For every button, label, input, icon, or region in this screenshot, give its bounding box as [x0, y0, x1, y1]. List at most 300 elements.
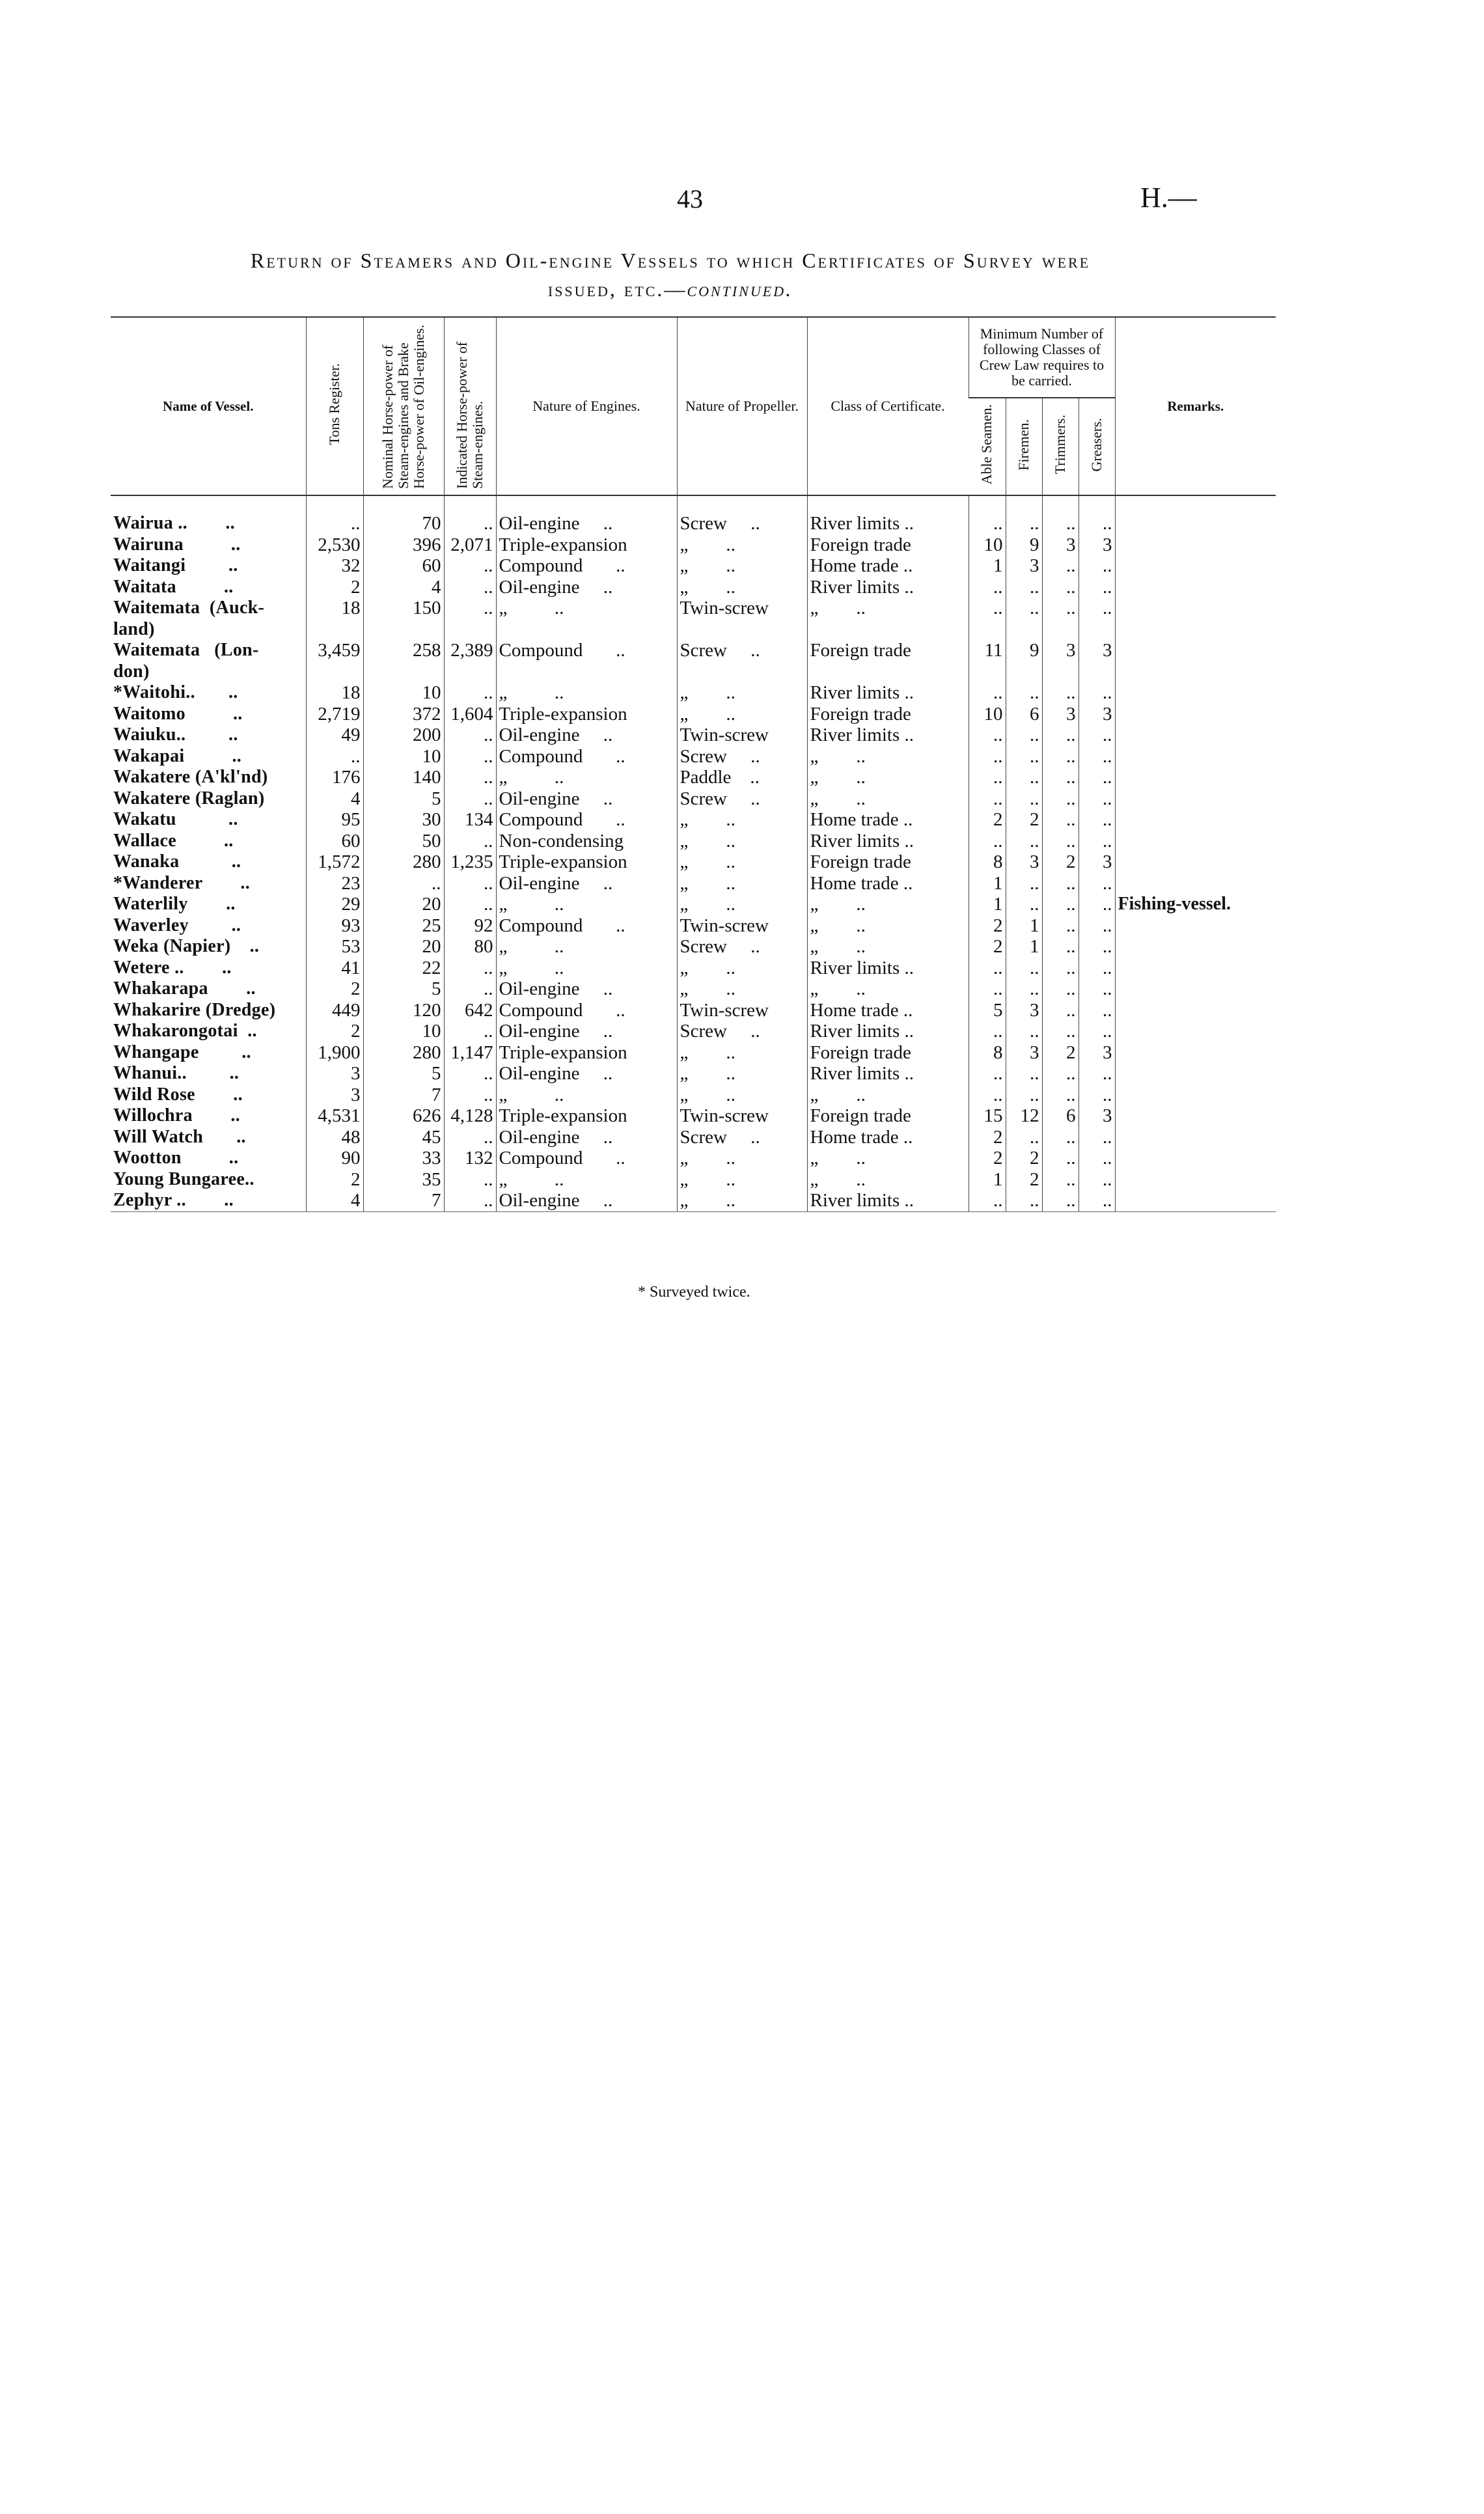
- cell-certificate: River limits ..: [807, 577, 969, 598]
- header-nature-of-engines: Nature of Engines.: [496, 317, 677, 495]
- table-row: [111, 513, 1276, 534]
- cell-empty: [496, 661, 677, 683]
- cell-trimmers: ..: [1042, 831, 1079, 852]
- cell-certificate: River limits ..: [807, 1190, 969, 1211]
- cell-firemen: 3: [1006, 1000, 1042, 1021]
- cell-empty: [677, 661, 807, 683]
- cell-propeller: „ ..: [677, 809, 807, 831]
- title-continued: continued.: [687, 277, 793, 301]
- cell-vessel-name: Wakapai ..: [113, 745, 242, 766]
- cell-tons: 18: [306, 598, 363, 619]
- cell-vessel-name: Waitangi ..: [113, 555, 238, 575]
- cell-tons: 60: [306, 831, 363, 852]
- cell-remarks: [1115, 831, 1276, 852]
- cell-certificate: „ ..: [807, 936, 969, 958]
- cell-nominal-hp: 10: [363, 682, 444, 704]
- cell-indicated-hp: ..: [444, 513, 496, 534]
- cell-empty: [1079, 661, 1115, 683]
- cell-propeller: Screw ..: [677, 513, 807, 534]
- table-row: [111, 1105, 1276, 1127]
- cell-indicated-hp: ..: [444, 577, 496, 598]
- cell-remarks: [1115, 1190, 1276, 1211]
- cell-trimmers: ..: [1042, 1021, 1079, 1042]
- cell-trimmers: ..: [1042, 1000, 1079, 1021]
- cell-nominal-hp: 200: [363, 725, 444, 746]
- cell-trimmers: ..: [1042, 767, 1079, 788]
- cell-firemen: ..: [1006, 725, 1042, 746]
- cell-engines: Oil-engine ..: [496, 513, 677, 534]
- header-minimum-crew: Minimum Number of following Classes of Crew Law requires to be carried.: [969, 317, 1115, 398]
- cell-trimmers: ..: [1042, 873, 1079, 894]
- cell-tons: 2,530: [306, 534, 363, 556]
- footnote: * Surveyed twice.: [638, 1284, 750, 1301]
- cell-empty: [444, 619, 496, 641]
- cell-vessel-name: Wild Rose ..: [113, 1084, 243, 1105]
- cell-vessel-name: Wakatu ..: [113, 809, 238, 829]
- cell-empty: [969, 619, 1006, 641]
- cell-firemen: ..: [1006, 1127, 1042, 1148]
- cell-certificate: Home trade ..: [807, 1000, 969, 1021]
- cell-propeller: „ ..: [677, 1190, 807, 1211]
- table-row: [111, 936, 1276, 958]
- cell-nominal-hp: 22: [363, 958, 444, 979]
- cell-able-seamen: ..: [969, 1084, 1006, 1106]
- cell-greasers: 3: [1079, 534, 1115, 556]
- cell-trimmers: ..: [1042, 1169, 1079, 1191]
- table-row: [111, 704, 1276, 725]
- cell-propeller: „ ..: [677, 1084, 807, 1106]
- cell-remarks: [1115, 640, 1276, 661]
- cell-certificate: River limits ..: [807, 958, 969, 979]
- cell-nominal-hp: ..: [363, 873, 444, 894]
- cell-nominal-hp: 50: [363, 831, 444, 852]
- table-row: [111, 958, 1276, 979]
- vessel-rows: [111, 495, 1276, 1211]
- cell-able-seamen: ..: [969, 725, 1006, 746]
- cell-empty: [1115, 661, 1276, 683]
- cell-vessel-name: *Wanderer ..: [113, 872, 250, 893]
- table-row: [111, 894, 1276, 915]
- cell-trimmers: ..: [1042, 958, 1079, 979]
- cell-greasers: ..: [1079, 958, 1115, 979]
- title-line-1: Return of Steamers and Oil-engine Vessels to which Certificates of Survey were: [250, 249, 1091, 272]
- cell-able-seamen: ..: [969, 767, 1006, 788]
- cell-vessel-name: Waterlily ..: [113, 894, 236, 914]
- cell-nominal-hp: 372: [363, 704, 444, 725]
- cell-tons: 3: [306, 1063, 363, 1084]
- cell-able-seamen: ..: [969, 1063, 1006, 1084]
- cell-indicated-hp: ..: [444, 746, 496, 767]
- cell-tons: 32: [306, 555, 363, 577]
- cell-firemen: ..: [1006, 1084, 1042, 1106]
- cell-certificate: „ ..: [807, 788, 969, 810]
- cell-indicated-hp: ..: [444, 831, 496, 852]
- cell-indicated-hp: 642: [444, 1000, 496, 1021]
- cell-propeller: „ ..: [677, 1169, 807, 1191]
- cell-remarks: [1115, 1105, 1276, 1127]
- cell-tons: 176: [306, 767, 363, 788]
- cell-propeller: Screw ..: [677, 640, 807, 661]
- cell-greasers: ..: [1079, 873, 1115, 894]
- cell-tons: 1,900: [306, 1042, 363, 1064]
- cell-nominal-hp: 258: [363, 640, 444, 661]
- cell-greasers: ..: [1079, 577, 1115, 598]
- cell-greasers: ..: [1079, 598, 1115, 619]
- cell-certificate: Foreign trade: [807, 640, 969, 661]
- cell-indicated-hp: ..: [444, 894, 496, 915]
- cell-certificate: „ ..: [807, 1148, 969, 1169]
- cell-greasers: ..: [1079, 555, 1115, 577]
- header-class-of-certificate: Class of Certificate.: [807, 317, 969, 495]
- cell-tons: ..: [306, 513, 363, 534]
- cell-indicated-hp: 4,128: [444, 1105, 496, 1127]
- cell-indicated-hp: 132: [444, 1148, 496, 1169]
- cell-trimmers: ..: [1042, 894, 1079, 915]
- cell-firemen: 1: [1006, 915, 1042, 937]
- cell-engines: Compound ..: [496, 1000, 677, 1021]
- part-reference: H.—: [1140, 182, 1197, 214]
- table-row-continuation: [111, 661, 1276, 683]
- cell-empty: [363, 619, 444, 641]
- cell-certificate: River limits ..: [807, 682, 969, 704]
- cell-nominal-hp: 7: [363, 1084, 444, 1106]
- cell-greasers: ..: [1079, 831, 1115, 852]
- cell-trimmers: ..: [1042, 1148, 1079, 1169]
- cell-empty: [363, 661, 444, 683]
- table-row: [111, 746, 1276, 767]
- cell-engines: Non-condensing: [496, 831, 677, 852]
- cell-firemen: ..: [1006, 788, 1042, 810]
- cell-greasers: ..: [1079, 682, 1115, 704]
- cell-remarks: [1115, 704, 1276, 725]
- cell-firemen: ..: [1006, 682, 1042, 704]
- cell-greasers: 3: [1079, 704, 1115, 725]
- cell-certificate: Foreign trade: [807, 1105, 969, 1127]
- table-row: [111, 831, 1276, 852]
- cell-able-seamen: 8: [969, 851, 1006, 873]
- table-row: [111, 809, 1276, 831]
- cell-engines: Compound ..: [496, 555, 677, 577]
- cell-greasers: ..: [1079, 915, 1115, 937]
- cell-empty: [1042, 661, 1079, 683]
- cell-nominal-hp: 35: [363, 1169, 444, 1191]
- cell-engines: Oil-engine ..: [496, 1021, 677, 1042]
- cell-remarks: [1115, 788, 1276, 810]
- cell-indicated-hp: ..: [444, 1190, 496, 1211]
- table-row: [111, 851, 1276, 873]
- cell-greasers: ..: [1079, 1169, 1115, 1191]
- cell-engines: Triple-expansion: [496, 851, 677, 873]
- cell-tons: 2: [306, 1021, 363, 1042]
- cell-able-seamen: 5: [969, 1000, 1006, 1021]
- cell-remarks: [1115, 598, 1276, 619]
- cell-tons: 90: [306, 1148, 363, 1169]
- cell-indicated-hp: ..: [444, 1127, 496, 1148]
- cell-propeller: Paddle ..: [677, 767, 807, 788]
- cell-propeller: „ ..: [677, 1042, 807, 1064]
- cell-firemen: 3: [1006, 851, 1042, 873]
- cell-nominal-hp: 5: [363, 788, 444, 810]
- cell-empty: [677, 619, 807, 641]
- cell-trimmers: ..: [1042, 978, 1079, 1000]
- table-row: [111, 1084, 1276, 1106]
- cell-vessel-name: *Waitohi.. ..: [113, 682, 238, 702]
- cell-tons: 1,572: [306, 851, 363, 873]
- cell-certificate: Home trade ..: [807, 873, 969, 894]
- cell-engines: Triple-expansion: [496, 534, 677, 556]
- cell-empty: [807, 661, 969, 683]
- cell-greasers: ..: [1079, 894, 1115, 915]
- table-row: [111, 555, 1276, 577]
- cell-trimmers: ..: [1042, 1190, 1079, 1211]
- cell-greasers: ..: [1079, 809, 1115, 831]
- cell-able-seamen: 8: [969, 1042, 1006, 1064]
- cell-vessel-name: Waitomo ..: [113, 703, 243, 724]
- cell-greasers: ..: [1079, 1021, 1115, 1042]
- header-able-seamen: Able Seamen.: [969, 398, 1006, 495]
- title-line-2-prefix: issued, etc.—: [547, 277, 687, 301]
- cell-vessel-name: Young Bungaree..: [113, 1168, 254, 1189]
- table-row: [111, 788, 1276, 810]
- cell-greasers: 3: [1079, 1105, 1115, 1127]
- cell-trimmers: 2: [1042, 1042, 1079, 1064]
- cell-vessel-name: Weka (Napier) ..: [113, 936, 260, 956]
- cell-trimmers: ..: [1042, 725, 1079, 746]
- cell-engines: Oil-engine ..: [496, 1063, 677, 1084]
- header-name-of-vessel: Name of Vessel.: [111, 317, 306, 495]
- cell-greasers: ..: [1079, 788, 1115, 810]
- cell-certificate: Foreign trade: [807, 704, 969, 725]
- cell-certificate: River limits ..: [807, 725, 969, 746]
- cell-greasers: ..: [1079, 725, 1115, 746]
- cell-nominal-hp: 20: [363, 894, 444, 915]
- cell-indicated-hp: ..: [444, 725, 496, 746]
- header-indicated-horse-power: Indicated Horse-power of Steam-engines.: [444, 317, 496, 495]
- cell-nominal-hp: 20: [363, 936, 444, 958]
- cell-trimmers: ..: [1042, 682, 1079, 704]
- cell-indicated-hp: 80: [444, 936, 496, 958]
- cell-indicated-hp: 1,604: [444, 704, 496, 725]
- cell-engines: Oil-engine ..: [496, 1127, 677, 1148]
- cell-indicated-hp: 2,071: [444, 534, 496, 556]
- cell-engines: „ ..: [496, 1169, 677, 1191]
- header-remarks: Remarks.: [1115, 317, 1276, 495]
- cell-propeller: „ ..: [677, 555, 807, 577]
- cell-remarks: [1115, 1063, 1276, 1084]
- cell-remarks: [1115, 682, 1276, 704]
- cell-remarks: [1115, 725, 1276, 746]
- cell-firemen: ..: [1006, 1190, 1042, 1211]
- cell-vessel-name: Wanaka ..: [113, 851, 241, 872]
- cell-certificate: „ ..: [807, 1169, 969, 1191]
- cell-remarks: [1115, 1169, 1276, 1191]
- cell-empty: [306, 661, 363, 683]
- cell-engines: Oil-engine ..: [496, 873, 677, 894]
- cell-tons: 3: [306, 1084, 363, 1106]
- cell-nominal-hp: 150: [363, 598, 444, 619]
- cell-greasers: ..: [1079, 1084, 1115, 1106]
- cell-certificate: Foreign trade: [807, 534, 969, 556]
- table-row: [111, 1169, 1276, 1191]
- cell-engines: Compound ..: [496, 809, 677, 831]
- cell-firemen: 2: [1006, 1148, 1042, 1169]
- cell-indicated-hp: ..: [444, 682, 496, 704]
- cell-nominal-hp: 30: [363, 809, 444, 831]
- cell-vessel-name: Wairuna ..: [113, 534, 241, 555]
- cell-engines: „ ..: [496, 682, 677, 704]
- cell-indicated-hp: ..: [444, 958, 496, 979]
- cell-remarks: [1115, 1148, 1276, 1169]
- cell-tons: 23: [306, 873, 363, 894]
- cell-indicated-hp: ..: [444, 1021, 496, 1042]
- cell-greasers: ..: [1079, 1127, 1115, 1148]
- cell-vessel-name: Wakatere (Raglan): [113, 788, 265, 808]
- cell-remarks: [1115, 1021, 1276, 1042]
- cell-engines: Oil-engine ..: [496, 725, 677, 746]
- cell-propeller: „ ..: [677, 894, 807, 915]
- cell-vessel-name: Whakarapa ..: [113, 978, 256, 999]
- cell-indicated-hp: 134: [444, 809, 496, 831]
- cell-engines: „ ..: [496, 894, 677, 915]
- cell-certificate: Home trade ..: [807, 1127, 969, 1148]
- cell-trimmers: 3: [1042, 704, 1079, 725]
- cell-certificate: „ ..: [807, 767, 969, 788]
- cell-tons: 53: [306, 936, 363, 958]
- cell-certificate: River limits ..: [807, 1021, 969, 1042]
- table-row: [111, 873, 1276, 894]
- cell-able-seamen: ..: [969, 831, 1006, 852]
- table-row: [111, 682, 1276, 704]
- table-row: [111, 1148, 1276, 1169]
- cell-engines: Oil-engine ..: [496, 788, 677, 810]
- cell-certificate: „ ..: [807, 894, 969, 915]
- cell-greasers: ..: [1079, 978, 1115, 1000]
- cell-empty: [1042, 619, 1079, 641]
- cell-trimmers: ..: [1042, 809, 1079, 831]
- cell-vessel-name: Wallace ..: [113, 830, 234, 851]
- cell-tons: 29: [306, 894, 363, 915]
- table-row: [111, 577, 1276, 598]
- table-row: [111, 598, 1276, 619]
- cell-propeller: „ ..: [677, 1148, 807, 1169]
- cell-engines: „ ..: [496, 767, 677, 788]
- cell-trimmers: ..: [1042, 936, 1079, 958]
- cell-empty: [1006, 619, 1042, 641]
- cell-able-seamen: ..: [969, 978, 1006, 1000]
- table-row-continuation: [111, 619, 1276, 641]
- cell-propeller: Screw ..: [677, 746, 807, 767]
- cell-indicated-hp: ..: [444, 598, 496, 619]
- cell-able-seamen: 1: [969, 555, 1006, 577]
- header-nominal-horse-power: Nominal Horse-power of Steam-engines and Brake Horse-power of Oil-engines.: [363, 317, 444, 495]
- cell-vessel-name-continued: don): [113, 661, 150, 682]
- cell-propeller: Twin-screw: [677, 915, 807, 937]
- cell-firemen: 9: [1006, 534, 1042, 556]
- cell-indicated-hp: ..: [444, 555, 496, 577]
- cell-certificate: Home trade ..: [807, 809, 969, 831]
- cell-remarks: [1115, 978, 1276, 1000]
- cell-nominal-hp: 33: [363, 1148, 444, 1169]
- cell-trimmers: ..: [1042, 1084, 1079, 1106]
- cell-empty: [1006, 661, 1042, 683]
- cell-propeller: „ ..: [677, 1063, 807, 1084]
- cell-greasers: ..: [1079, 746, 1115, 767]
- cell-firemen: ..: [1006, 767, 1042, 788]
- cell-trimmers: ..: [1042, 915, 1079, 937]
- cell-greasers: ..: [1079, 767, 1115, 788]
- cell-greasers: 3: [1079, 851, 1115, 873]
- cell-tons: 2: [306, 1169, 363, 1191]
- cell-vessel-name: Whakarire (Dredge): [113, 999, 276, 1020]
- cell-trimmers: ..: [1042, 746, 1079, 767]
- cell-indicated-hp: 1,235: [444, 851, 496, 873]
- cell-firemen: 6: [1006, 704, 1042, 725]
- cell-nominal-hp: 626: [363, 1105, 444, 1127]
- cell-engines: Compound ..: [496, 915, 677, 937]
- cell-able-seamen: ..: [969, 682, 1006, 704]
- cell-remarks: [1115, 851, 1276, 873]
- cell-certificate: Foreign trade: [807, 851, 969, 873]
- table-row: [111, 725, 1276, 746]
- cell-able-seamen: 1: [969, 1169, 1006, 1191]
- cell-propeller: „ ..: [677, 682, 807, 704]
- cell-trimmers: 6: [1042, 1105, 1079, 1127]
- cell-nominal-hp: 7: [363, 1190, 444, 1211]
- page-number: 43: [677, 184, 703, 214]
- cell-indicated-hp: ..: [444, 1084, 496, 1106]
- cell-remarks: [1115, 1000, 1276, 1021]
- cell-vessel-name: Waitemata (Auck-: [113, 598, 265, 618]
- cell-remarks: [1115, 577, 1276, 598]
- cell-able-seamen: ..: [969, 1190, 1006, 1211]
- cell-tons: 2: [306, 577, 363, 598]
- cell-firemen: 9: [1006, 640, 1042, 661]
- cell-greasers: ..: [1079, 1190, 1115, 1211]
- cell-firemen: 2: [1006, 1169, 1042, 1191]
- cell-trimmers: ..: [1042, 598, 1079, 619]
- cell-remarks: Fishing-vessel.: [1115, 894, 1276, 915]
- header-nature-of-propeller: Nature of Propeller.: [677, 317, 807, 495]
- cell-certificate: „ ..: [807, 978, 969, 1000]
- cell-trimmers: ..: [1042, 788, 1079, 810]
- table-title: [98, 246, 1243, 303]
- cell-firemen: ..: [1006, 577, 1042, 598]
- cell-propeller: „ ..: [677, 851, 807, 873]
- cell-remarks: [1115, 746, 1276, 767]
- cell-engines: Oil-engine ..: [496, 577, 677, 598]
- cell-firemen: 12: [1006, 1105, 1042, 1127]
- cell-engines: Oil-engine ..: [496, 978, 677, 1000]
- table-row: [111, 1000, 1276, 1021]
- cell-vessel-name: Zephyr .. ..: [111, 1190, 306, 1211]
- cell-trimmers: ..: [1042, 513, 1079, 534]
- cell-able-seamen: 2: [969, 936, 1006, 958]
- table-row: [111, 1063, 1276, 1084]
- cell-greasers: ..: [1079, 513, 1115, 534]
- cell-able-seamen: ..: [969, 1021, 1006, 1042]
- header-greasers: Greasers.: [1079, 398, 1115, 495]
- table-row: [111, 1042, 1276, 1064]
- cell-remarks: [1115, 1084, 1276, 1106]
- cell-nominal-hp: 280: [363, 851, 444, 873]
- cell-vessel-name: Waverley ..: [113, 915, 241, 935]
- cell-tons: 2: [306, 978, 363, 1000]
- cell-indicated-hp: ..: [444, 978, 496, 1000]
- cell-indicated-hp: 2,389: [444, 640, 496, 661]
- cell-vessel-name: Wootton ..: [113, 1148, 239, 1168]
- cell-indicated-hp: 92: [444, 915, 496, 937]
- cell-indicated-hp: ..: [444, 873, 496, 894]
